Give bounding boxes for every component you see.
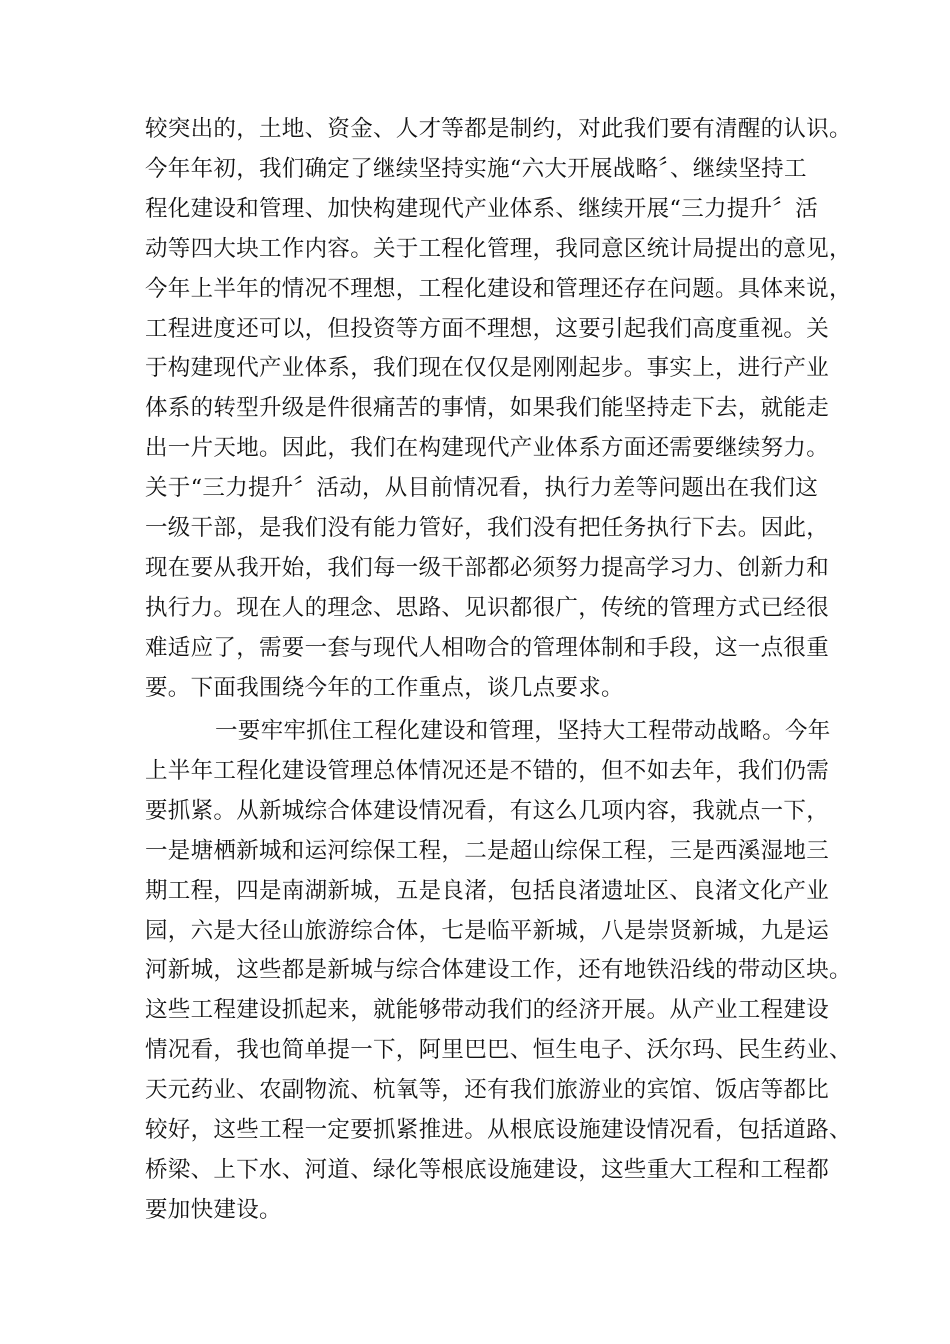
text-line: 一级干部，是我们没有能力管好，我们没有把任务执行下去。因此， bbox=[145, 515, 830, 541]
text-line: 动等四大块工作内容。关于工程化管理，我同意区统计局提出的意见， bbox=[145, 235, 852, 262]
text-line: 难适应了，需要一套与现代人相吻合的管理体制和手段，这一点很重 bbox=[145, 634, 830, 661]
text-line: 出一片天地。因此，我们在构建现代产业体系方面还需要继续努力。 bbox=[145, 435, 830, 462]
text-line: 较好，这些工程一定要抓紧推进。从根底设施建设情况看，包括道路、 bbox=[145, 1117, 852, 1143]
text-line: 一要牢牢抓住工程化建设和管理，坚持大工程带动战略。今年 bbox=[215, 718, 831, 744]
text-line: 河新城，这些都是新城与综合体建设工作，还有地铁沿线的带动区块。 bbox=[145, 957, 852, 984]
text-line: 期工程，四是南湖新城，五是良渚，包括良渚遗址区、良渚文化产业 bbox=[145, 877, 830, 904]
text-line: 执行力。现在人的理念、思路、见识都很广，传统的管理方式已经很 bbox=[145, 594, 830, 621]
text-line: 园，六是大径山旅游综合体，七是临平新城，八是崇贤新城，九是运 bbox=[145, 917, 830, 944]
text-line: 要抓紧。从新城综合体建设情况看，有这么几项内容，我就点一下， bbox=[145, 797, 830, 824]
text-line: 关于“三力提升〞活动，从目前情况看，执行力差等问题出在我们这 bbox=[145, 475, 819, 502]
text-line: 工程进度还可以，但投资等方面不理想，这要引起我们高度重视。关 bbox=[145, 315, 830, 342]
text-line: 要。下面我围绕今年的工作重点，谈几点要求。 bbox=[145, 674, 624, 701]
text-line: 较突出的，土地、资金、人才等都是制约，对此我们要有清醒的认识。 bbox=[145, 116, 852, 142]
text-line: 天元药业、农副物流、杭氧等，还有我们旅游业的宾馆、饭店等都比 bbox=[145, 1077, 830, 1104]
text-line: 一是塘栖新城和运河综保工程，二是超山综保工程，三是西溪湿地三 bbox=[145, 837, 830, 864]
text-line: 现在要从我开始，我们每一级干部都必须努力提高学习力、创新力和 bbox=[145, 554, 830, 581]
text-line: 今年年初，我们确定了继续坚持实施“六大开展战略〞、继续坚持工 bbox=[145, 155, 807, 182]
text-line: 情况看，我也简单提一下，阿里巴巴、恒生电子、沃尔玛、民生药业、 bbox=[145, 1037, 852, 1064]
text-line: 今年上半年的情况不理想，工程化建设和管理还存在问题。具体来说， bbox=[145, 275, 852, 302]
text-line: 上半年工程化建设管理总体情况还是不错的，但不如去年，我们仍需 bbox=[145, 757, 830, 784]
text-line: 体系的转型升级是件很痛苦的事情，如果我们能坚持走下去，就能走 bbox=[145, 395, 830, 422]
text-line: 桥梁、上下水、河道、绿化等根底设施建设，这些重大工程和工程都 bbox=[145, 1156, 830, 1183]
text-line: 要加快建设。 bbox=[145, 1196, 282, 1223]
text-line: 于构建现代产业体系，我们现在仅仅是刚刚起步。事实上，进行产业 bbox=[145, 355, 830, 382]
text-line: 这些工程建设抓起来，就能够带动我们的经济开展。从产业工程建设 bbox=[145, 997, 830, 1024]
text-line: 程化建设和管理、加快构建现代产业体系、继续开展“三力提升〞活 bbox=[145, 195, 819, 222]
